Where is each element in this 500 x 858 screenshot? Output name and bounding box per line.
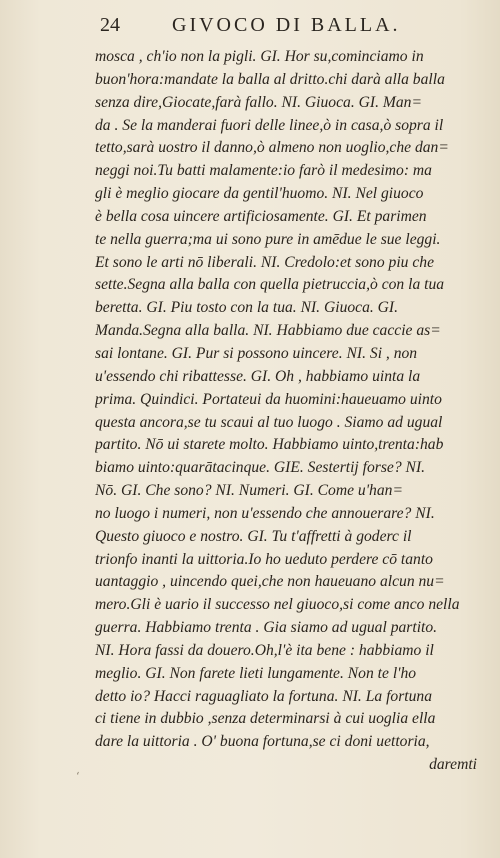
text-line: no luogo i numeri, non u'essendo che annouerare? NI. bbox=[95, 504, 435, 522]
text-line: meglio. GI. Non farete lieti lungamente. Non te l'ho bbox=[95, 664, 417, 682]
text-line: sette.Segna alla balla con quella pietruccia,ò con la tua bbox=[95, 276, 445, 294]
text-line: buon'hora:mandate la balla al dritto.chi darà alla balla bbox=[95, 70, 445, 88]
text-line: biamo uinto:quarātacinque. GIE. Sestertij forse? NI. bbox=[95, 459, 426, 477]
margin-mark-icon: ‘ bbox=[76, 770, 80, 783]
text-line: uantaggio , uincendo quei,che non haueuano alcun nu= bbox=[95, 573, 445, 591]
text-line: Manda.Segna alla balla. NI. Habbiamo due caccie as= bbox=[95, 322, 441, 340]
text-line: da . Se la manderai fuori delle linee,ò in casa,ò sopra il bbox=[95, 116, 444, 134]
text-line: è bella cosa uincere artificiosamente. GI. Et parimen bbox=[95, 207, 427, 225]
text-line: detto io? Hacci raguagliato la fortuna. NI. La fortuna bbox=[95, 687, 433, 705]
text-line: Et sono le arti nō liberali. NI. Credolo:et sono piu che bbox=[95, 253, 434, 271]
text-line: dare la uittoria . O' buona fortuna,se ci doni uettoria, bbox=[95, 733, 430, 751]
text-line: trionfo inanti la uittoria.Io ho ueduto perdere cō tanto bbox=[95, 550, 433, 568]
text-line: NI. Hora fassi da douero.Oh,l'è ita bene : habbiamo il bbox=[95, 641, 434, 659]
running-title: GIVOCO DI BALLA. bbox=[172, 14, 401, 36]
text-line: senza dire,Giocate,farà fallo. NI. Giuoca. GI. Man= bbox=[95, 93, 422, 111]
text-line: partito. Nō ui starete molto. Habbiamo uinto,trenta:hab bbox=[95, 436, 444, 454]
text-line: u'essendo chi ribattesse. GI. Oh , habbiamo uinta la bbox=[95, 367, 421, 385]
text-line: prima. Quindici. Portateui da huomini:haueuamo uinto bbox=[95, 390, 442, 408]
text-line: Nō. GI. Che sono? NI. Numeri. GI. Come u'han= bbox=[95, 482, 403, 500]
text-line: ci tiene in dubbio ,senza determinarsi à cui uoglia ella bbox=[95, 710, 436, 728]
text-line: tetto,sarà uostro il danno,ò almeno non uoglio,che dan= bbox=[95, 139, 449, 157]
text-line: mero.Gli è uario il successo nel giuoco,si come anco nella bbox=[95, 596, 460, 614]
text-line: neggi noi.Tu batti malamente:io farò il medesimo: ma bbox=[95, 162, 432, 180]
text-line: mosca , ch'io non la pigli. GI. Hor su,cominciamo in bbox=[95, 48, 424, 65]
catchword: daremti bbox=[429, 756, 477, 774]
dialogue-text bbox=[95, 46, 487, 777]
text-line: questa ancora,se tu scaui al tuo luogo . Siamo ad ugual bbox=[95, 413, 443, 431]
text-line: te nella guerra;ma ui sono pure in amēdue le sue leggi. bbox=[95, 230, 441, 248]
text-line: sai lontane. GI. Pur si possono uincere. NI. Si , non bbox=[95, 344, 418, 362]
text-line: Questo giuoco e nostro. GI. Tu t'affretti à goderc il bbox=[95, 527, 412, 545]
text-line: beretta. GI. Piu tosto con la tua. NI. Giuoca. GI. bbox=[95, 299, 399, 317]
page-number: 24 bbox=[100, 14, 120, 36]
text-line: gli è meglio giocare da gentil'huomo. NI. Nel giuoco bbox=[95, 185, 424, 203]
text-line: guerra. Habbiamo trenta . Gia siamo ad ugual partito. bbox=[95, 619, 438, 637]
